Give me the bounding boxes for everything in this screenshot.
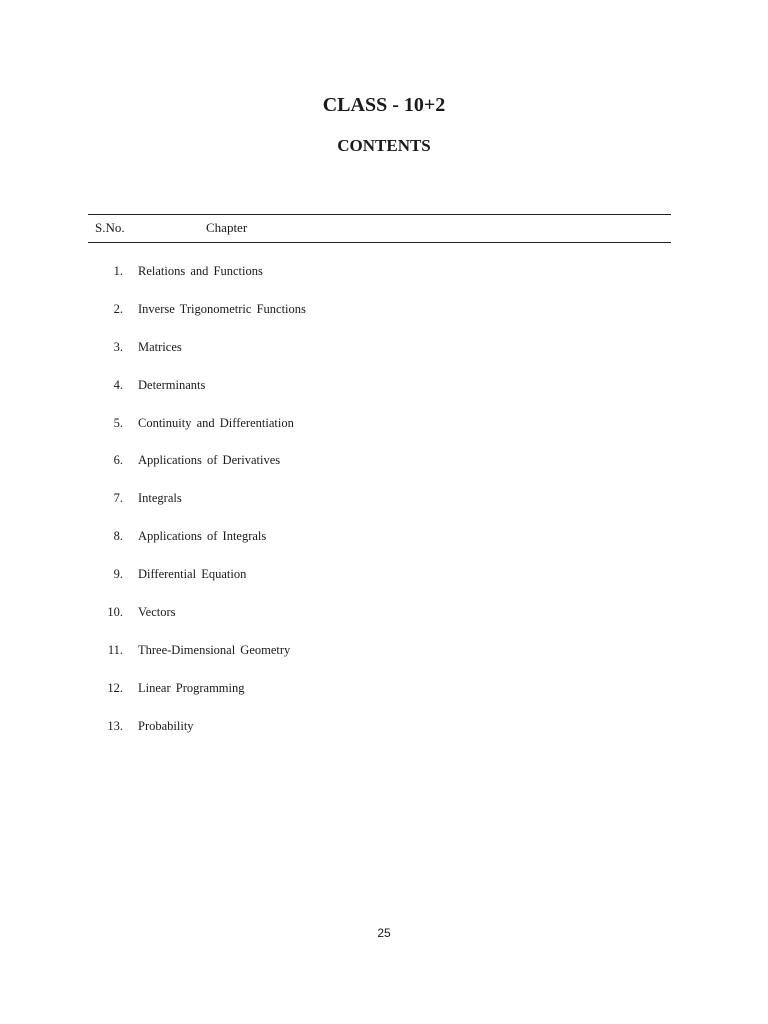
chapter-title: Continuity and Differentiation: [138, 415, 294, 430]
table-row: [88, 300, 671, 338]
contents-heading: [0, 136, 768, 156]
row-number: 11.: [107, 642, 123, 657]
table-row: [88, 717, 671, 755]
table-row: [88, 527, 671, 565]
table-row: [88, 414, 671, 452]
sno-column-header: S.No.: [95, 220, 125, 235]
chapter-title: Matrices: [138, 339, 182, 354]
table-row: [88, 489, 671, 527]
row-number: 1.: [113, 264, 123, 278]
page-number: 25: [377, 926, 391, 940]
chapter-title: Inverse Trigonometric Functions: [138, 301, 306, 316]
page-title: [0, 94, 768, 117]
row-number: 12.: [107, 680, 123, 695]
table-row: [88, 603, 671, 641]
row-number: 6.: [113, 453, 123, 468]
chapter-title: Linear Programming: [138, 680, 245, 695]
row-number: 8.: [113, 529, 123, 544]
table-header-top-rule: [88, 214, 671, 215]
class-title: CLASS - 10+2: [322, 94, 446, 116]
chapter-title: Determinants: [138, 377, 206, 392]
table-row: [88, 262, 671, 300]
chapter-title: Relations and Functions: [138, 264, 263, 278]
row-number: 13.: [107, 718, 123, 733]
chapter-title: Applications of Derivatives: [138, 453, 281, 468]
chapter-title: Vectors: [138, 605, 176, 620]
table-row: [88, 679, 671, 717]
chapter-title: Differential Equation: [138, 567, 247, 582]
row-number: 2.: [113, 301, 123, 316]
contents-label: CONTENTS: [337, 136, 431, 155]
table-row: [88, 376, 671, 414]
table-row: [88, 338, 671, 376]
table-header-bottom-rule: [88, 242, 671, 243]
chapter-title: Integrals: [138, 491, 182, 506]
table-row: [88, 641, 671, 679]
table-row: [88, 565, 671, 603]
table-row: [88, 451, 671, 489]
chapter-title: Probability: [138, 718, 194, 733]
chapter-title: Three-Dimensional Geometry: [138, 642, 291, 657]
row-number: 9.: [113, 567, 123, 582]
table-header: [88, 220, 671, 238]
chapter-column-header: Chapter: [206, 220, 248, 235]
row-number: 4.: [113, 377, 123, 392]
row-number: 10.: [107, 605, 123, 620]
row-number: 5.: [113, 415, 123, 430]
row-number: 7.: [113, 491, 123, 506]
row-number: 3.: [113, 339, 123, 354]
chapter-title: Applications of Integrals: [138, 529, 267, 544]
chapter-list: [88, 262, 671, 755]
